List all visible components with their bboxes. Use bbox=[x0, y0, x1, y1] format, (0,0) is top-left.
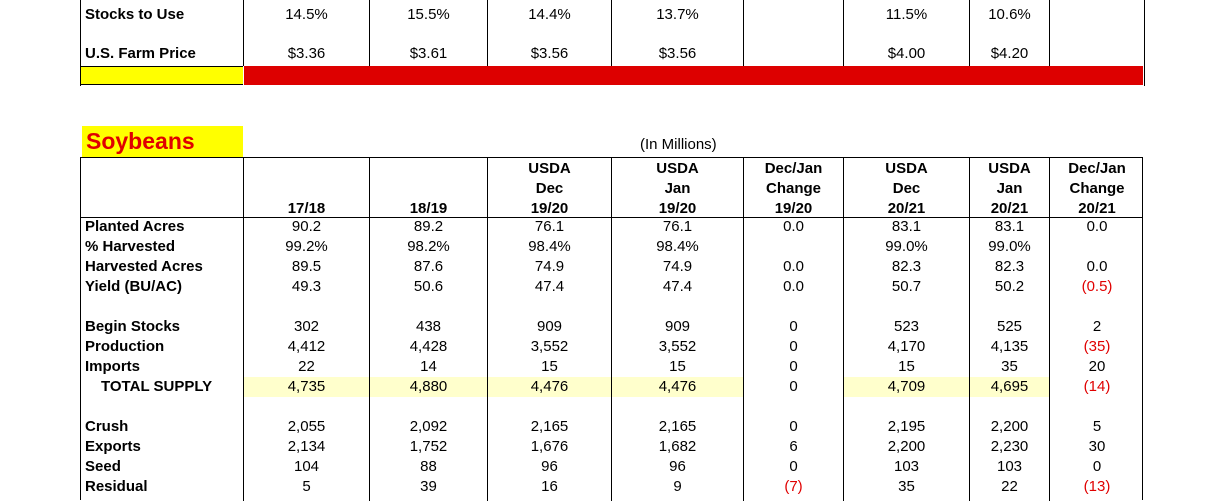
table-cell: 22 bbox=[298, 358, 315, 375]
table-cell: 82.3 bbox=[891, 258, 922, 275]
table-cell: 103 bbox=[893, 458, 920, 475]
table-row bbox=[81, 477, 1142, 497]
table-cell: 4,135 bbox=[990, 338, 1029, 355]
row-label: Imports bbox=[85, 358, 141, 375]
table-cell bbox=[970, 397, 1049, 417]
table-cell: 50.7 bbox=[891, 278, 922, 295]
table-cell: 76.1 bbox=[662, 218, 693, 235]
table-cell: 50.2 bbox=[994, 278, 1025, 295]
table-row bbox=[81, 217, 1142, 237]
row-label: Planted Acres bbox=[85, 218, 185, 235]
table-cell: 49.3 bbox=[291, 278, 322, 295]
table-cell: 2,165 bbox=[658, 418, 697, 435]
table-row bbox=[81, 257, 1142, 277]
table-cell: 103 bbox=[996, 458, 1023, 475]
soybeans-table bbox=[80, 157, 1143, 500]
table-cell: 15 bbox=[541, 358, 558, 375]
table-row bbox=[81, 277, 1142, 297]
table-cell: 2 bbox=[1092, 318, 1102, 335]
cell: $3.61 bbox=[409, 45, 448, 62]
table-cell: 89.5 bbox=[291, 258, 322, 275]
header-line: 19/20 bbox=[530, 200, 569, 217]
column-header bbox=[844, 158, 969, 217]
row-label: Seed bbox=[85, 458, 121, 475]
table-cell bbox=[488, 397, 611, 417]
red-divider-band bbox=[244, 66, 1143, 85]
table-cell: 47.4 bbox=[662, 278, 693, 295]
header-line: 17/18 bbox=[287, 200, 326, 217]
table-cell: 88 bbox=[420, 458, 437, 475]
header-line: Dec bbox=[535, 180, 564, 197]
table-cell: 0 bbox=[789, 358, 798, 375]
yellow-divider-band bbox=[81, 66, 243, 85]
table-cell: 0 bbox=[789, 418, 798, 435]
table-cell: 3,552 bbox=[530, 338, 569, 355]
table-cell: 2,200 bbox=[990, 418, 1029, 435]
table-cell bbox=[744, 397, 843, 417]
table-cell: 83.1 bbox=[994, 218, 1025, 235]
table-cell: 2,230 bbox=[990, 438, 1029, 455]
table-cell bbox=[744, 297, 843, 317]
table-cell: 14 bbox=[420, 358, 437, 375]
table-cell: 2,055 bbox=[287, 418, 326, 435]
cell: 14.5% bbox=[285, 6, 328, 23]
header-line: USDA bbox=[528, 160, 571, 177]
header-line: Change bbox=[765, 180, 821, 197]
table-cell: 4,476 bbox=[612, 377, 743, 397]
table-cell: 4,412 bbox=[287, 338, 326, 355]
table-cell: 5 bbox=[302, 478, 311, 495]
table-cell: 438 bbox=[415, 318, 442, 335]
unit-note: (In Millions) bbox=[640, 136, 717, 153]
table-cell: 98.4% bbox=[528, 238, 571, 255]
header-line: 20/21 bbox=[990, 200, 1029, 217]
table-cell: 909 bbox=[536, 318, 563, 335]
row-label: Harvested Acres bbox=[85, 258, 203, 275]
stocks-to-use-row bbox=[81, 6, 1144, 26]
table-cell: 1,676 bbox=[530, 438, 569, 455]
cell: 15.5% bbox=[407, 6, 450, 23]
table-cell bbox=[244, 397, 369, 417]
table-cell: 39 bbox=[420, 478, 437, 495]
table-cell bbox=[370, 397, 487, 417]
table-cell: 0 bbox=[789, 378, 798, 395]
table-cell: (35) bbox=[1083, 338, 1111, 355]
table-cell: 99.0% bbox=[885, 238, 928, 255]
row-label: Production bbox=[85, 338, 165, 355]
table-cell: 15 bbox=[898, 358, 915, 375]
table-cell: 4,428 bbox=[409, 338, 448, 355]
table-cell: 96 bbox=[669, 458, 686, 475]
row-label: TOTAL SUPPLY bbox=[101, 378, 213, 395]
table-cell: (14) bbox=[1083, 378, 1111, 395]
table-cell bbox=[844, 297, 969, 317]
table-cell: 35 bbox=[1001, 358, 1018, 375]
table-cell: 98.2% bbox=[407, 238, 450, 255]
table-cell: 99.0% bbox=[988, 238, 1031, 255]
table-cell: 22 bbox=[1001, 478, 1018, 495]
table-cell: 16 bbox=[541, 478, 558, 495]
table-cell: 20 bbox=[1088, 358, 1106, 375]
table-cell: 4,709 bbox=[844, 377, 969, 397]
table-cell: 74.9 bbox=[662, 258, 693, 275]
row-label: U.S. Farm Price bbox=[85, 45, 196, 62]
table-cell: 87.6 bbox=[413, 258, 444, 275]
cell: $3.56 bbox=[658, 45, 697, 62]
table-cell: 98.4% bbox=[656, 238, 699, 255]
cell: $4.00 bbox=[887, 45, 926, 62]
table-cell: 90.2 bbox=[291, 218, 322, 235]
table-row bbox=[81, 457, 1142, 477]
cell: $4.20 bbox=[990, 45, 1029, 62]
header-line: 19/20 bbox=[658, 200, 697, 217]
table-cell: 4,170 bbox=[887, 338, 926, 355]
table-row bbox=[81, 417, 1142, 437]
table-cell: 47.4 bbox=[534, 278, 565, 295]
table-row bbox=[81, 437, 1142, 457]
header-line: Dec/Jan bbox=[764, 160, 823, 177]
table-cell: (0.5) bbox=[1081, 278, 1113, 295]
table-cell: 0 bbox=[789, 458, 798, 475]
table-cell bbox=[1050, 237, 1144, 257]
table-cell: 2,092 bbox=[409, 418, 448, 435]
table-cell: 15 bbox=[669, 358, 686, 375]
table-cell bbox=[370, 297, 487, 317]
table-cell: 1,682 bbox=[658, 438, 697, 455]
table-cell: 89.2 bbox=[413, 218, 444, 235]
table-row bbox=[81, 377, 1142, 397]
header-line: Jan bbox=[664, 180, 691, 197]
table-cell: 35 bbox=[898, 478, 915, 495]
table-cell: 0.0 bbox=[1086, 258, 1108, 275]
table-cell: 50.6 bbox=[413, 278, 444, 295]
table-cell: 4,695 bbox=[970, 377, 1049, 397]
table-cell: 523 bbox=[893, 318, 920, 335]
cell: 11.5% bbox=[885, 6, 928, 23]
table-cell: 3,552 bbox=[658, 338, 697, 355]
section-title: Soybeans bbox=[82, 126, 243, 157]
column-header bbox=[488, 158, 611, 217]
table-cell: 0.0 bbox=[1086, 218, 1108, 235]
column-header bbox=[244, 158, 369, 217]
table-cell: 0.0 bbox=[783, 218, 804, 235]
table-cell: 96 bbox=[541, 458, 558, 475]
table-cell: 104 bbox=[293, 458, 320, 475]
cell: $3.36 bbox=[287, 45, 326, 62]
table-cell: 30 bbox=[1088, 438, 1106, 455]
table-row bbox=[81, 357, 1142, 377]
table-cell bbox=[744, 237, 843, 257]
column-header bbox=[970, 158, 1049, 217]
table-cell: (7) bbox=[784, 478, 803, 495]
table-cell: 0 bbox=[789, 338, 798, 355]
header-line: USDA bbox=[988, 160, 1031, 177]
cell: 14.4% bbox=[528, 6, 571, 23]
header-line: Jan bbox=[996, 180, 1023, 197]
table-row bbox=[81, 297, 1142, 317]
column-header bbox=[1050, 158, 1144, 217]
row-label: Exports bbox=[85, 438, 141, 455]
table-cell bbox=[612, 397, 743, 417]
table-cell: 99.2% bbox=[285, 238, 328, 255]
row-label: Yield (BU/AC) bbox=[85, 278, 182, 295]
table-cell: 909 bbox=[664, 318, 691, 335]
row-label: Crush bbox=[85, 418, 129, 435]
cell: $3.56 bbox=[530, 45, 569, 62]
column-header bbox=[370, 158, 487, 217]
table-cell: 83.1 bbox=[891, 218, 922, 235]
column-header bbox=[612, 158, 743, 217]
row-label: Begin Stocks bbox=[85, 318, 181, 335]
table-cell: 4,735 bbox=[244, 377, 369, 397]
us-farm-price-row bbox=[81, 45, 1144, 65]
table-cell bbox=[612, 297, 743, 317]
table-cell bbox=[970, 297, 1049, 317]
table-row bbox=[81, 237, 1142, 257]
table-cell: 6 bbox=[789, 438, 798, 455]
table-cell: 1,752 bbox=[409, 438, 448, 455]
table-cell bbox=[244, 297, 369, 317]
header-line: USDA bbox=[656, 160, 699, 177]
table-cell: 2,134 bbox=[287, 438, 326, 455]
table-row bbox=[81, 337, 1142, 357]
header-line: Dec bbox=[892, 180, 921, 197]
table-cell: 4,880 bbox=[370, 377, 487, 397]
table-cell: 0.0 bbox=[783, 258, 804, 275]
header-line: 20/21 bbox=[887, 200, 926, 217]
table-row bbox=[81, 397, 1142, 417]
table-cell: 74.9 bbox=[534, 258, 565, 275]
header-line: 18/19 bbox=[409, 200, 448, 217]
table-cell bbox=[1050, 397, 1144, 417]
row-label: % Harvested bbox=[85, 238, 176, 255]
table-cell: (13) bbox=[1083, 478, 1111, 495]
table-cell: 302 bbox=[293, 318, 320, 335]
table-cell: 525 bbox=[996, 318, 1023, 335]
header-line: Change bbox=[1069, 180, 1125, 197]
table-cell: 0.0 bbox=[783, 278, 804, 295]
table-row bbox=[81, 317, 1142, 337]
table-cell: 9 bbox=[673, 478, 682, 495]
header-line: Dec/Jan bbox=[1068, 160, 1126, 177]
header-line: USDA bbox=[885, 160, 928, 177]
header-line: 19/20 bbox=[774, 200, 813, 217]
table-cell: 2,200 bbox=[887, 438, 926, 455]
column-header bbox=[744, 158, 843, 217]
header-line: 20/21 bbox=[1078, 200, 1116, 217]
table-cell: 76.1 bbox=[534, 218, 565, 235]
table-cell bbox=[1050, 297, 1144, 317]
cell: 13.7% bbox=[656, 6, 699, 23]
table-cell: 2,165 bbox=[530, 418, 569, 435]
table-cell bbox=[488, 297, 611, 317]
table-cell: 0 bbox=[789, 318, 798, 335]
table-cell: 0 bbox=[1092, 458, 1102, 475]
cell: 10.6% bbox=[988, 6, 1031, 23]
row-label: Stocks to Use bbox=[85, 6, 185, 23]
table-cell: 82.3 bbox=[994, 258, 1025, 275]
table-cell: 5 bbox=[1092, 418, 1102, 435]
table-cell: 4,476 bbox=[488, 377, 611, 397]
corn-table-partial bbox=[80, 0, 1145, 86]
table-cell: 2,195 bbox=[887, 418, 926, 435]
row-label: Residual bbox=[85, 478, 148, 495]
table-cell bbox=[844, 397, 969, 417]
